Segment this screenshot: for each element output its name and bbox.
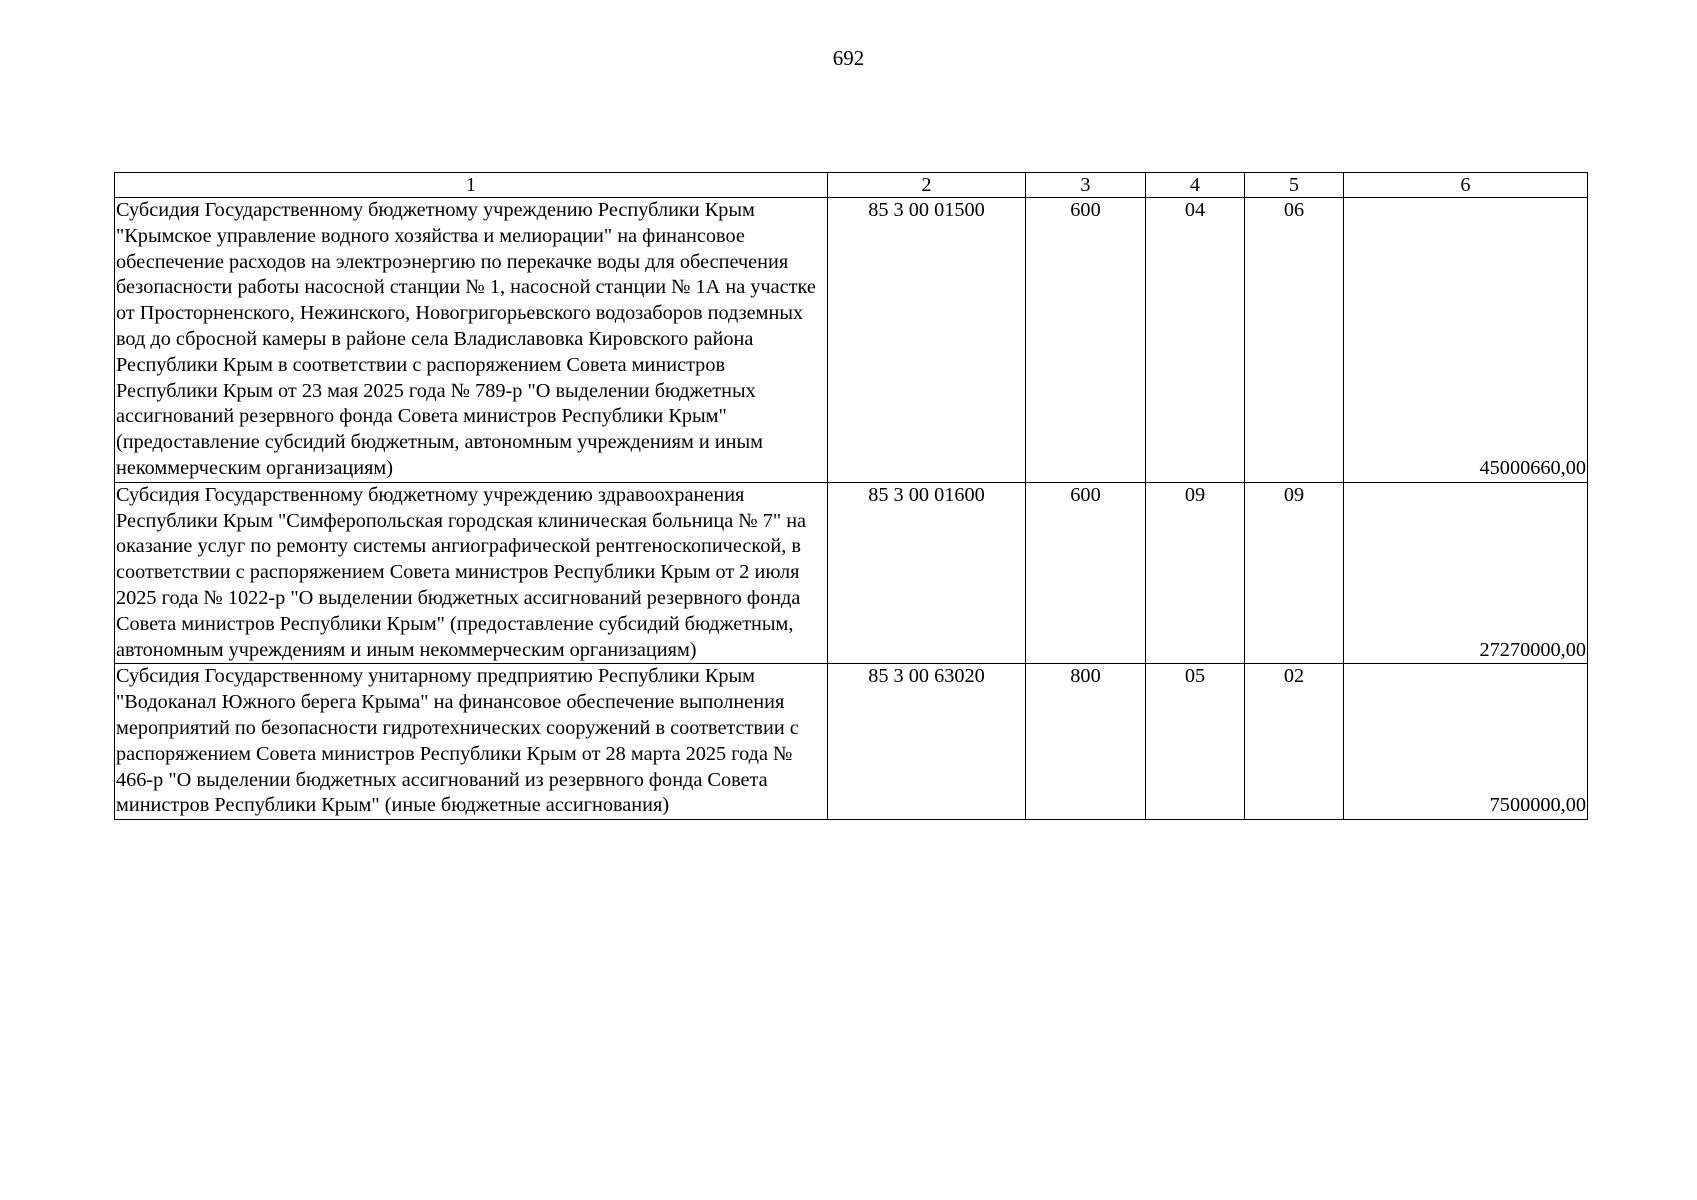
table-row bbox=[115, 198, 1588, 483]
column-header-3: 3 bbox=[1026, 173, 1146, 198]
row-amount: 7500000,00 bbox=[1344, 664, 1588, 820]
row-expense-type: 600 bbox=[1026, 482, 1146, 664]
row-subsection: 02 bbox=[1245, 664, 1344, 820]
row-amount: 27270000,00 bbox=[1344, 482, 1588, 664]
row-section: 04 bbox=[1146, 198, 1245, 483]
budget-allocation-table bbox=[114, 172, 1588, 820]
table-row bbox=[115, 664, 1588, 820]
row-expense-type: 600 bbox=[1026, 198, 1146, 483]
row-description: Субсидия Государственному бюджетному учреждению здравоохранения Республики Крым "Симферопольская городская клиническая больница № 7" на оказание услуг по ремонту системы ангиографической рентгеноскопической, в соответствии с распоряжением Совета министров Республики Крым от 2 июля 2025 года № 1022-р "О выделении бюджетных ассигнований резервного фонда Совета министров Республики Крым" (предоставление субсидий бюджетным, автономным учреждениям и иным некоммерческим организациям) bbox=[115, 482, 828, 664]
row-description: Субсидия Государственному бюджетному учреждению Республики Крым "Крымское управление водного хозяйства и мелиорации" на финансовое обеспечение расходов на электроэнергию по перекачке воды для обеспечения безопасности работы насосной станции № 1, насосной станции № 1А на участке от Просторненского, Нежинского, Новогригорьевского водозаборов подземных вод до сбросной камеры в районе села Владиславовка Кировского района Республики Крым в соответствии с распоряжением Совета министров Республики Крым от 23 мая 2025 года № 789-р "О выделении бюджетных ассигнований резервного фонда Совета министров Республики Крым" (предоставление субсидий бюджетным, автономным учреждениям и иным некоммерческим организациям) bbox=[115, 198, 828, 483]
row-subsection: 06 bbox=[1245, 198, 1344, 483]
column-header-5: 5 bbox=[1245, 173, 1344, 198]
column-header-4: 4 bbox=[1146, 173, 1245, 198]
table-row bbox=[115, 482, 1588, 664]
column-header-2: 2 bbox=[828, 173, 1026, 198]
row-target-code: 85 3 00 01600 bbox=[828, 482, 1026, 664]
page-number: 692 bbox=[832, 46, 865, 70]
row-section: 05 bbox=[1146, 664, 1245, 820]
table-header-row bbox=[115, 173, 1588, 198]
row-section: 09 bbox=[1146, 482, 1245, 664]
row-target-code: 85 3 00 01500 bbox=[828, 198, 1026, 483]
row-description: Субсидия Государственному унитарному предприятию Республики Крым "Водоканал Южного берега Крыма" на финансовое обеспечение выполнения мероприятий по безопасности гидротехнических сооружений в соответствии с распоряжением Совета министров Республики Крым от 28 марта 2025 года № 466-р "О выделении бюджетных ассигнований из резервного фонда Совета министров Республики Крым" (иные бюджетные ассигнования) bbox=[115, 664, 828, 820]
column-header-1: 1 bbox=[115, 173, 828, 198]
row-amount: 45000660,00 bbox=[1344, 198, 1588, 483]
row-subsection: 09 bbox=[1245, 482, 1344, 664]
row-expense-type: 800 bbox=[1026, 664, 1146, 820]
column-header-6: 6 bbox=[1344, 173, 1588, 198]
row-target-code: 85 3 00 63020 bbox=[828, 664, 1026, 820]
